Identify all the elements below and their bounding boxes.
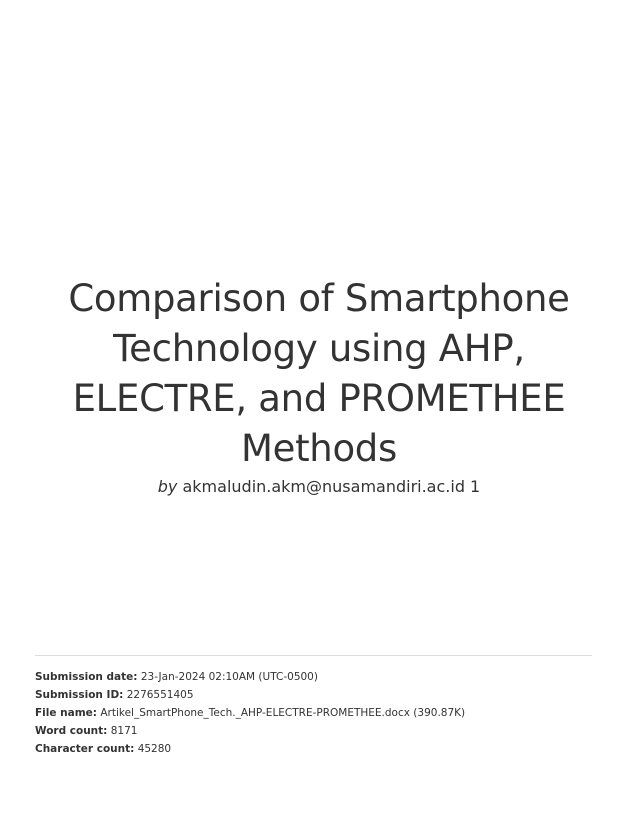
character-count-label: Character count: <box>35 743 135 755</box>
submission-date-value: 23-Jan-2024 02:10AM (UTC-0500) <box>140 671 318 683</box>
character-count-row <box>35 740 465 758</box>
submission-id-row <box>35 686 465 704</box>
word-count-value: 8171 <box>110 725 138 737</box>
submission-date-label: Submission date: <box>35 671 138 683</box>
author: akmaludin.akm@nusamandiri.ac.id 1 <box>182 477 481 496</box>
character-count-value: 45280 <box>137 743 172 755</box>
submission-date-row <box>35 668 465 686</box>
byline <box>0 476 638 498</box>
file-name-row <box>35 704 465 722</box>
divider <box>35 655 592 656</box>
submission-id-label: Submission ID: <box>35 689 124 701</box>
byline-prefix: by <box>157 477 178 496</box>
word-count-label: Word count: <box>35 725 108 737</box>
title-block <box>0 274 638 498</box>
submission-id-value: 2276551405 <box>126 689 194 701</box>
word-count-row <box>35 722 465 740</box>
file-name-label: File name: <box>35 707 97 719</box>
file-name-value: Artikel_SmartPhone_Tech._AHP-ELECTRE-PROMETHEE.docx (390.87K) <box>100 707 466 719</box>
document-title: Comparison of Smartphone Technology using AHP, ELECTRE, and PROMETHEE Methods <box>68 277 570 470</box>
submission-info <box>35 668 465 758</box>
